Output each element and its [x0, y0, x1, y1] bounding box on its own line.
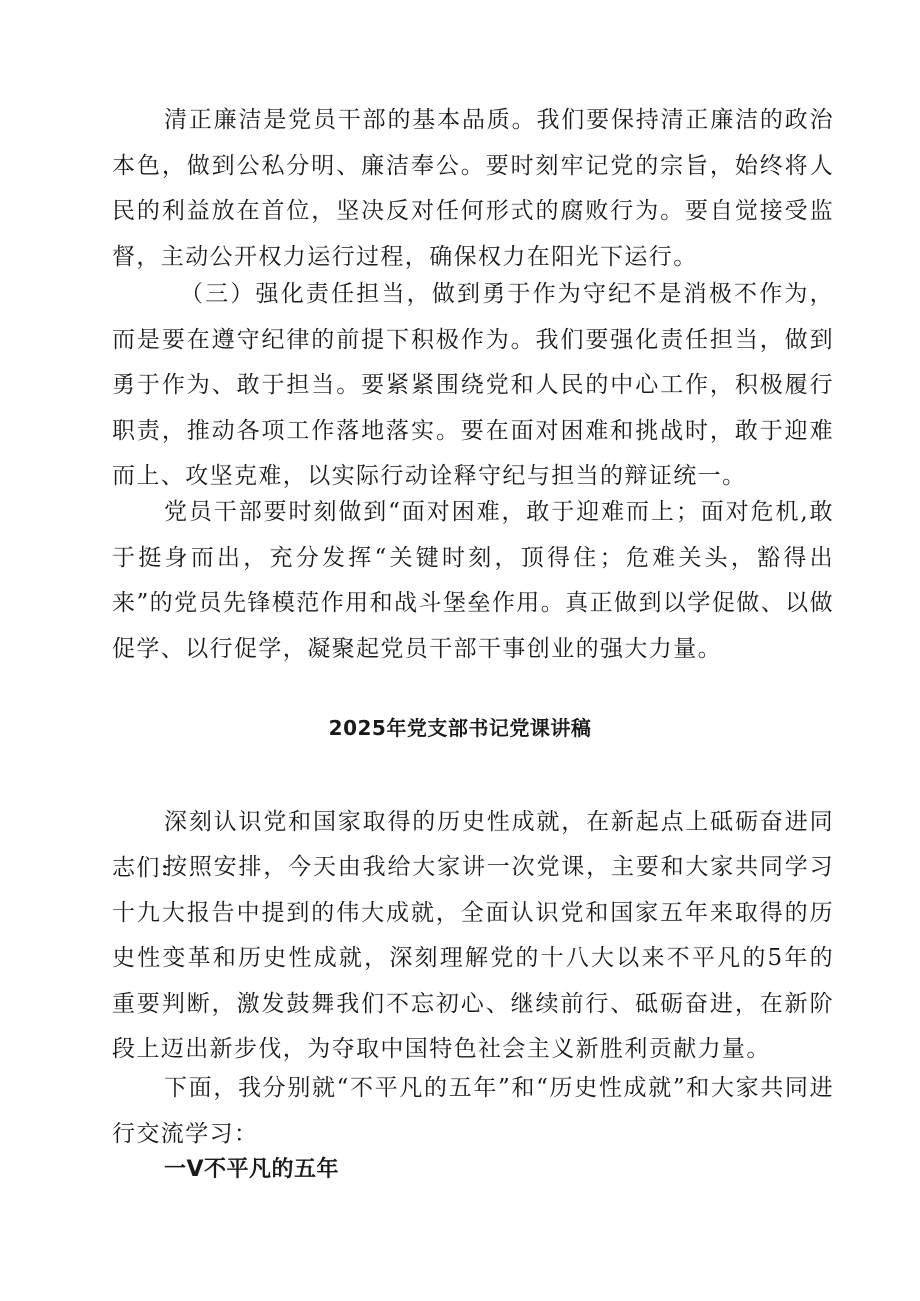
document-title: 2025年党支部书记党课讲稿: [328, 716, 592, 740]
paragraph-introduction: 按照安排，今天由我给大家讲一次党课，主要和大家共同学习十九大报告中提到的伟大成就，全面认识党和国家五年来取得的历史性变革和历史性成就，深刻理解党的十八大以来不平凡的5年的重要判断，激发鼓舞我们不忘初心、继续前行、砥砺奋进，在新阶段上迈出新步伐，为夺取中国特色社会主义新胜利贡献力量。: [112, 854, 834, 1063]
paragraph-outline: 下面，我分别就“不平凡的五年”和“历史性成就”和大家共同进行交流学习：: [112, 1075, 834, 1147]
paragraph-integrity: 清正廉洁是党员干部的基本品质。我们要保持清正廉洁的政治本色，做到公私分明、廉洁奉公。要时刻牢记党的宗旨，始终将人民的利益放在首位，坚决反对任何形式的腐败行为。要自觉接受监督，主动公开权力运行过程，确保权力在阳光下运行。: [112, 107, 834, 270]
paragraph-responsibility: （三）强化责任担当，做到勇于作为守纪不是消极不作为，而是要在遵守纪律的前提下积极作为。我们要强化责任担当，做到勇于作为、敢于担当。要紧紧围绕党和人民的中心工作，积极履行职责，推动各项工作落地落实。要在面对困难和挑战时，敢于迎难而上、攻坚克难，以实际行动诠释守纪与担当的辩证统一。: [112, 281, 834, 490]
section-heading-five-years: 一V不平凡的五年: [164, 1157, 340, 1182]
paragraph-salutation: 深刻认识党和国家取得的历史性成就，在新起点上砥砺奋进同志们:: [112, 809, 834, 881]
paragraph-pioneer-role: 党员干部要时刻做到“面对困难，敢于迎难而上；面对危机,敢于挺身而出，充分发挥“关键时刻，顶得住；危难关头，豁得出来”的党员先锋模范作用和战斗堡垒作用。真正做到以学促做、以做促学、以行促学，凝聚起党员干部干事创业的强大力量。: [112, 499, 834, 662]
